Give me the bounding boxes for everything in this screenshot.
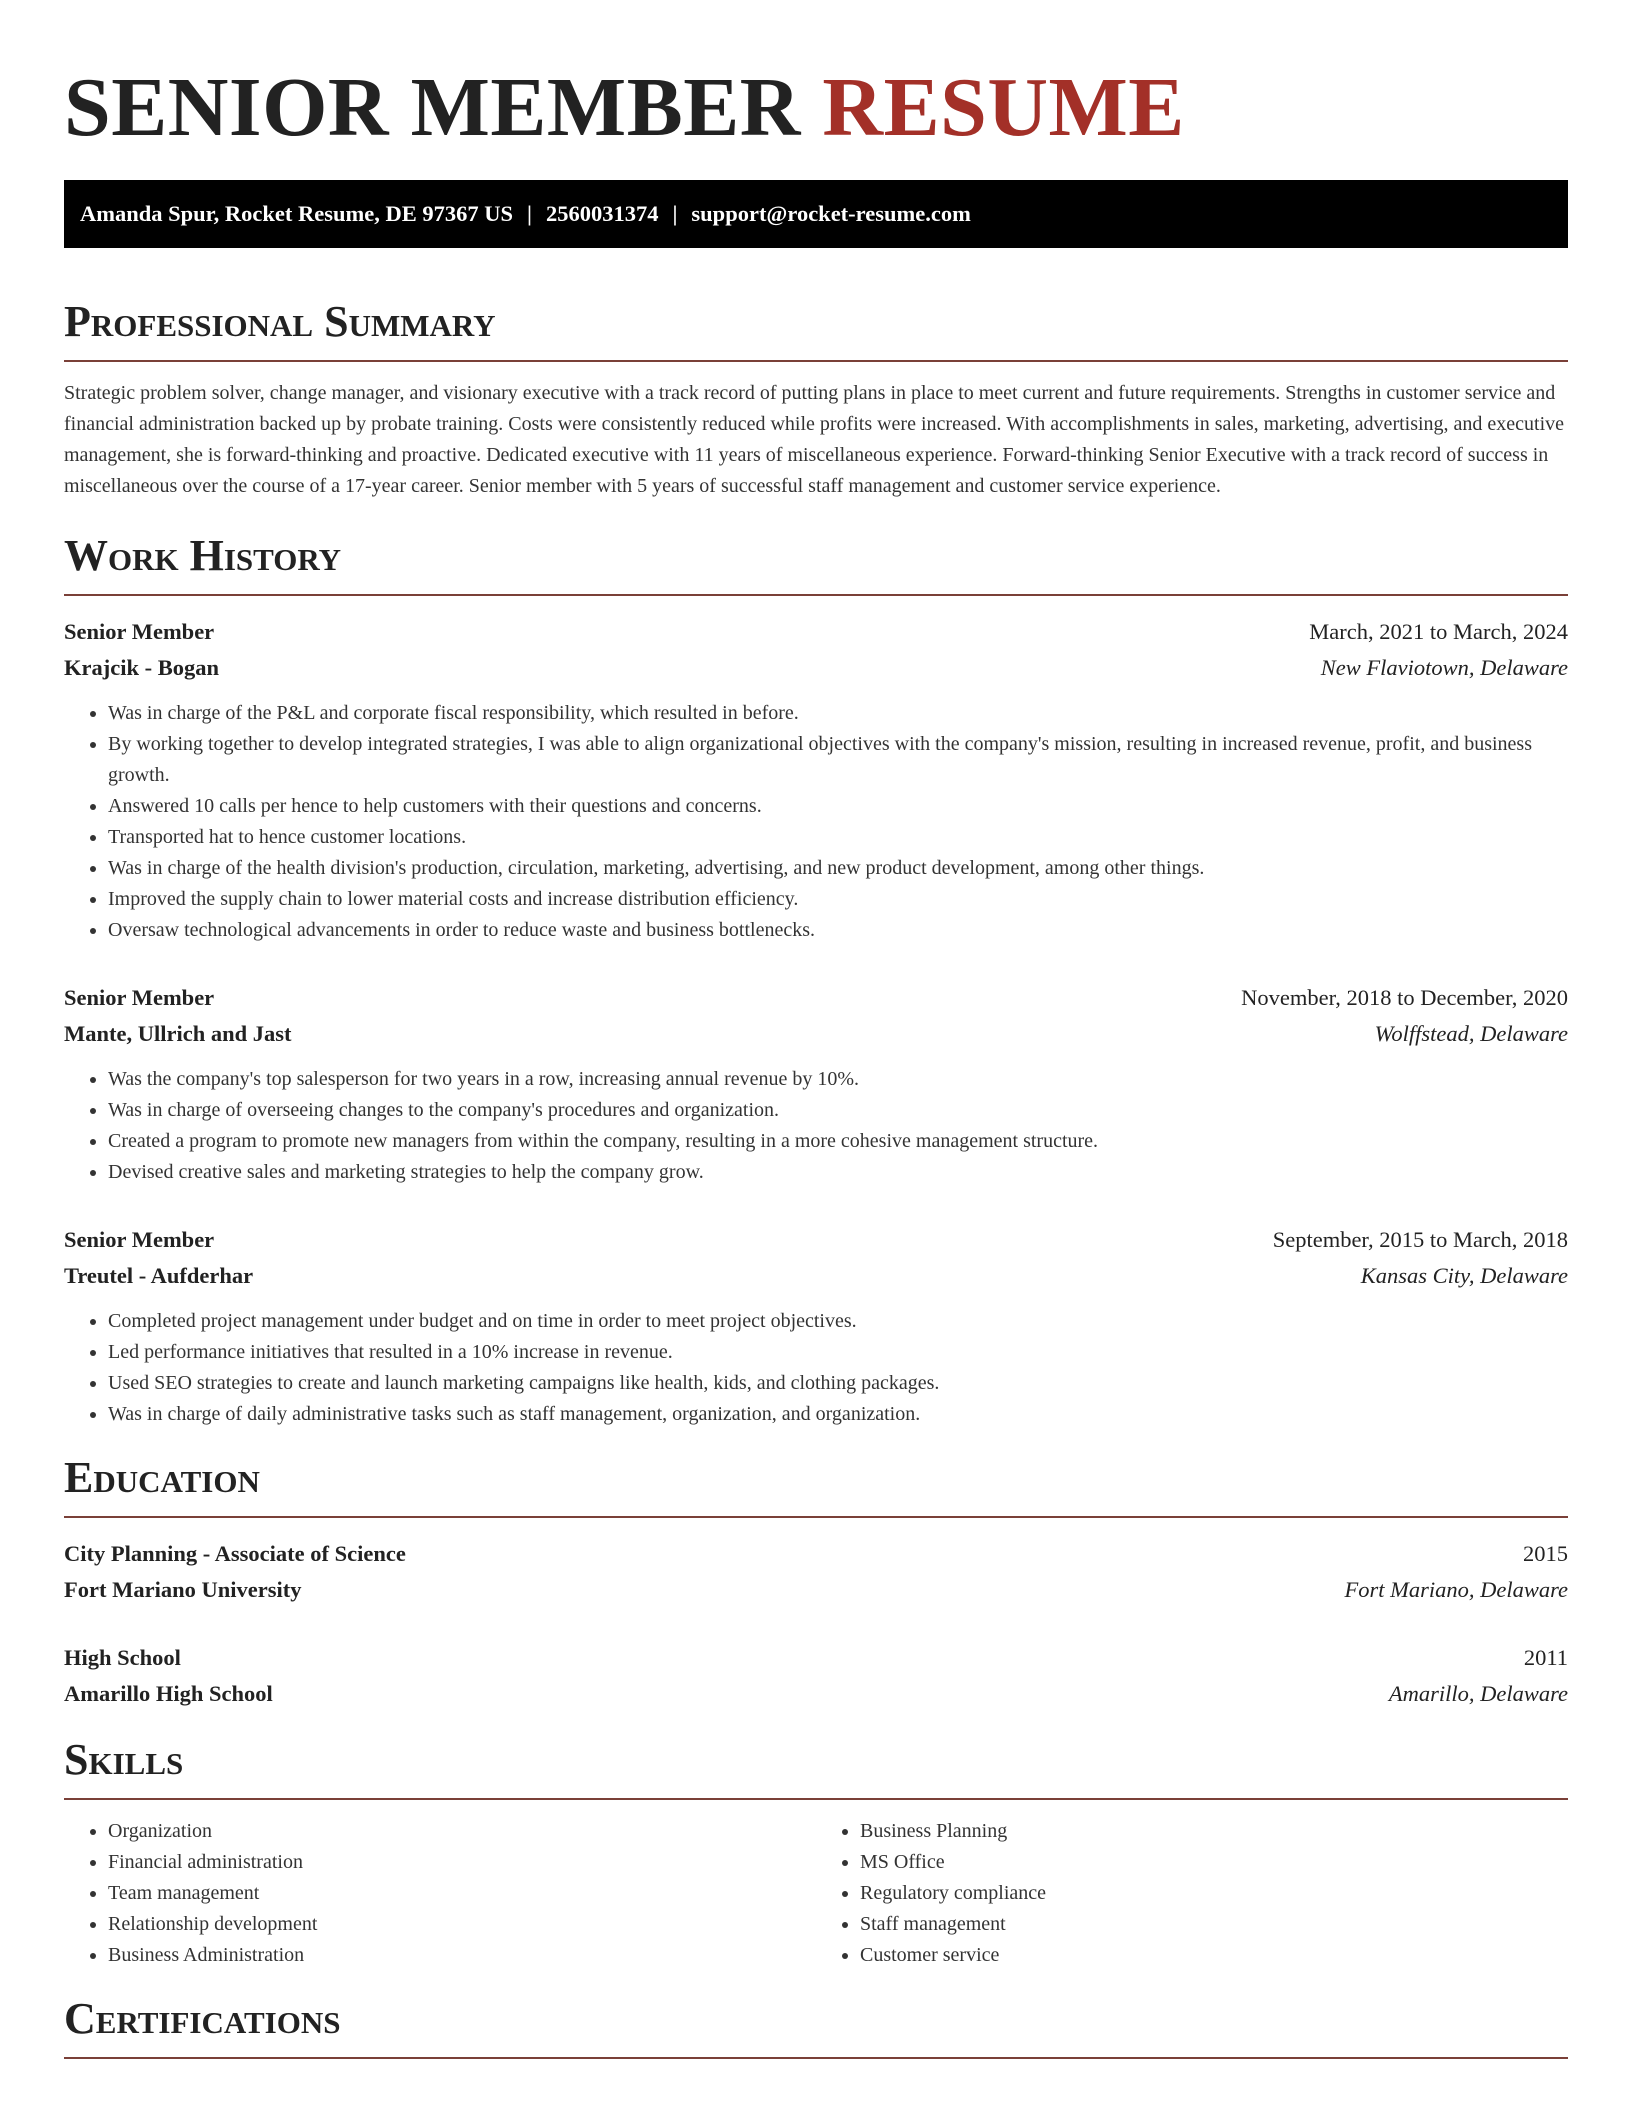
job-bullet-item: • Led performance initiatives that resulted in a 10% increase in revenue. bbox=[108, 1337, 1568, 1368]
job-entry bbox=[64, 980, 1568, 1188]
education-list bbox=[64, 1536, 1568, 1712]
section-heading-work-history: Work History bbox=[64, 531, 342, 580]
skill-item: • MS Office bbox=[860, 1847, 1568, 1878]
education-location: Fort Mariano, Delaware bbox=[1344, 1577, 1568, 1602]
summary-section bbox=[64, 297, 1568, 502]
job-bullets bbox=[64, 698, 1568, 946]
job-dates: March, 2021 to March, 2024 bbox=[1309, 619, 1568, 644]
job-bullet-item: • Completed project management under budget and on time in order to meet project objectives. bbox=[108, 1306, 1568, 1337]
job-bullets bbox=[64, 1306, 1568, 1430]
job-header-row bbox=[64, 1222, 1568, 1258]
skill-item: • Regulatory compliance bbox=[860, 1878, 1568, 1909]
title-accent: RESUME bbox=[822, 61, 1185, 154]
job-company: Krajcik - Bogan bbox=[64, 655, 219, 680]
job-bullet-item: • Devised creative sales and marketing strategies to help the company grow. bbox=[108, 1157, 1568, 1188]
job-title: Senior Member bbox=[64, 1227, 215, 1252]
job-bullet-item: • Improved the supply chain to lower material costs and increase distribution efficiency. bbox=[108, 884, 1568, 915]
section-divider bbox=[64, 594, 1568, 596]
skill-item: • Business Administration bbox=[108, 1940, 816, 1971]
skills-column-left bbox=[64, 1816, 816, 1971]
job-bullet-item: • Transported hat to hence customer locations. bbox=[108, 822, 1568, 853]
job-bullets bbox=[64, 1064, 1568, 1188]
job-bullet-item: • Was in charge of the health division's production, circulation, marketing, advertising, and new product development, among other things. bbox=[108, 853, 1568, 884]
education-school-row bbox=[64, 1572, 1568, 1608]
education-header-row bbox=[64, 1640, 1568, 1676]
job-title: Senior Member bbox=[64, 619, 215, 644]
contact-address: Amanda Spur, Rocket Resume, DE 97367 US bbox=[80, 201, 513, 226]
contact-phone: 2560031374 bbox=[545, 201, 659, 226]
job-header-row bbox=[64, 980, 1568, 1016]
job-entry bbox=[64, 1222, 1568, 1430]
skill-item: • Customer service bbox=[860, 1940, 1568, 1971]
education-year: 2011 bbox=[1523, 1645, 1568, 1670]
job-location: New Flaviotown, Delaware bbox=[1320, 655, 1568, 680]
section-divider bbox=[64, 2057, 1568, 2059]
contact-separator: | bbox=[672, 201, 678, 226]
job-company-row bbox=[64, 1016, 1568, 1052]
resume-title bbox=[64, 61, 1568, 154]
skills-column-right bbox=[816, 1816, 1568, 1971]
job-company: Mante, Ullrich and Jast bbox=[64, 1021, 292, 1046]
job-title: Senior Member bbox=[64, 985, 215, 1010]
education-degree: High School bbox=[64, 1645, 181, 1670]
summary-text: Strategic problem solver, change manager, and visionary executive with a track record of putting plans in place to meet current and future requirements. Strengths in customer service and financial administration backed up by probate training. Costs were consistently reduced while profits were increased. With accomplishments in sales, marketing, advertising, and executive management, she is forward-thinking and proactive. Dedicated executive with 11 years of miscellaneous experience. Forward-thinking Senior Executive with a track record of success in miscellaneous over the course of a 17-year career. Senior member with 5 years of successful staff management and customer service experience. bbox=[64, 382, 1565, 497]
contact-email: support@rocket-resume.com bbox=[691, 201, 971, 226]
skill-item: • Organization bbox=[108, 1816, 816, 1847]
section-divider bbox=[64, 360, 1568, 362]
job-location: Wolffstead, Delaware bbox=[1374, 1021, 1568, 1046]
contact-separator: | bbox=[526, 201, 532, 226]
education-location: Amarillo, Delaware bbox=[1388, 1681, 1568, 1706]
skill-item: • Relationship development bbox=[108, 1909, 816, 1940]
job-dates: September, 2015 to March, 2018 bbox=[1272, 1227, 1568, 1252]
education-year: 2015 bbox=[1523, 1541, 1568, 1566]
contact-bar bbox=[64, 180, 1568, 248]
section-divider bbox=[64, 1798, 1568, 1800]
skill-item: • Financial administration bbox=[108, 1847, 816, 1878]
skills-section bbox=[64, 1735, 1568, 1971]
job-location: Kansas City, Delaware bbox=[1360, 1263, 1568, 1288]
job-company-row bbox=[64, 1258, 1568, 1294]
education-section bbox=[64, 1453, 1568, 1712]
education-entry bbox=[64, 1536, 1568, 1608]
skill-item: • Team management bbox=[108, 1878, 816, 1909]
title-main: SENIOR MEMBER bbox=[64, 61, 801, 154]
jobs-list bbox=[64, 614, 1568, 1430]
job-bullet-item: • Answered 10 calls per hence to help customers with their questions and concerns. bbox=[108, 791, 1568, 822]
education-entry bbox=[64, 1640, 1568, 1712]
job-header-row bbox=[64, 614, 1568, 650]
job-company-row bbox=[64, 650, 1568, 686]
section-heading-skills: Skills bbox=[64, 1735, 184, 1784]
section-heading-education: Education bbox=[64, 1453, 260, 1502]
education-school: Amarillo High School bbox=[64, 1681, 273, 1706]
job-bullet-item: • Was in charge of the P&L and corporate fiscal responsibility, which resulted in before. bbox=[108, 698, 1568, 729]
job-bullet-item: • Was the company's top salesperson for two years in a row, increasing annual revenue by 10%. bbox=[108, 1064, 1568, 1095]
skill-item: • Business Planning bbox=[860, 1816, 1568, 1847]
job-company: Treutel - Aufderhar bbox=[64, 1263, 254, 1288]
skills-list bbox=[64, 1816, 1568, 1971]
job-bullet-item: • Used SEO strategies to create and launch marketing campaigns like health, kids, and clothing packages. bbox=[108, 1368, 1568, 1399]
work-history-section bbox=[64, 531, 1568, 1430]
education-degree: City Planning - Associate of Science bbox=[64, 1541, 406, 1566]
job-dates: November, 2018 to December, 2020 bbox=[1241, 985, 1568, 1010]
section-heading-summary: Professional Summary bbox=[64, 297, 496, 346]
job-bullet-item: • Was in charge of daily administrative tasks such as staff management, organization, and organization. bbox=[108, 1399, 1568, 1430]
job-bullet-item: • By working together to develop integrated strategies, I was able to align organizational objectives with the company's mission, resulting in increased revenue, profit, and business growth. bbox=[108, 729, 1568, 791]
job-bullet-item: • Was in charge of overseeing changes to the company's procedures and organization. bbox=[108, 1095, 1568, 1126]
skill-item: • Staff management bbox=[860, 1909, 1568, 1940]
job-bullet-item: • Oversaw technological advancements in order to reduce waste and business bottlenecks. bbox=[108, 915, 1568, 946]
education-school: Fort Mariano University bbox=[64, 1577, 302, 1602]
section-divider bbox=[64, 1516, 1568, 1518]
education-header-row bbox=[64, 1536, 1568, 1572]
job-bullet-item: • Created a program to promote new managers from within the company, resulting in a more cohesive management structure. bbox=[108, 1126, 1568, 1157]
job-entry bbox=[64, 614, 1568, 946]
section-heading-certifications: Certifications bbox=[64, 1994, 341, 2043]
certifications-section bbox=[64, 1994, 1568, 2059]
education-school-row bbox=[64, 1676, 1568, 1712]
